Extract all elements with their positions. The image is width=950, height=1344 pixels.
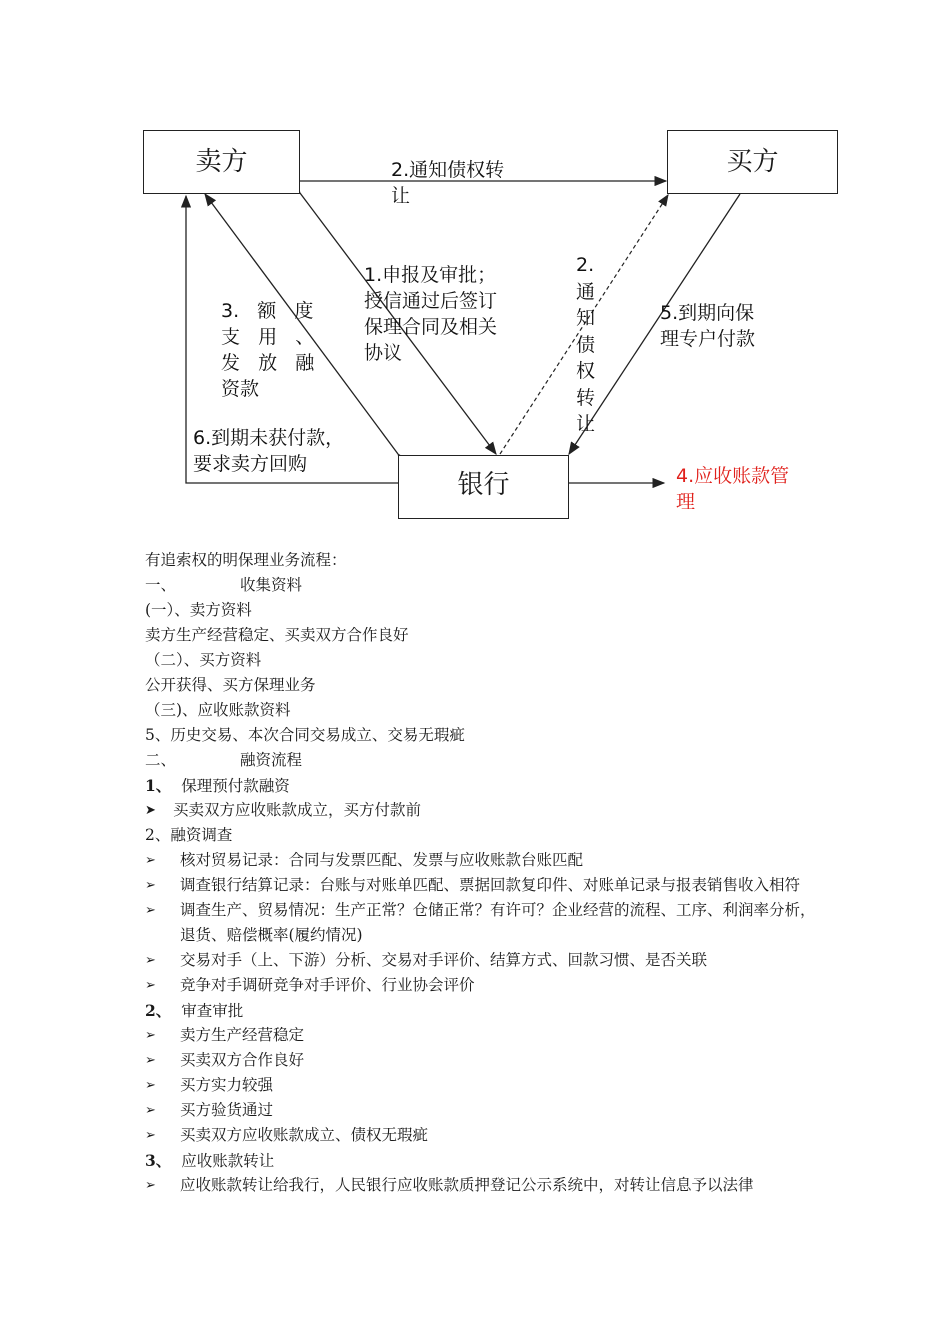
- arrow-bullet-icon: ➢: [145, 1178, 156, 1193]
- bullet-text: 调查生产、贸易情况：生产正常？仓储正常？有许可？企业经营的流程、工序、利润率分析，退货、赔偿概率(履约情况): [180, 901, 816, 944]
- edge-label-apply: 1.申报及审批； 授信通过后签订 保理合同及相关 协议: [364, 264, 498, 364]
- paragraph: 5、历史交易、本次合同交易成立、交易无瑕疵: [145, 726, 465, 744]
- bullet-text: 竞争对手调研竞争对手评价、行业协会评价: [180, 976, 475, 994]
- arrow-bullet-icon: ➢: [145, 903, 156, 918]
- paragraph: 公开获得、买方保理业务: [145, 676, 316, 694]
- paragraph: 卖方生产经营稳定、买卖双方合作良好: [145, 626, 409, 644]
- bank-label: 银行: [457, 470, 510, 500]
- bullet-item: [145, 1073, 825, 1098]
- step-number: 2、: [145, 1001, 172, 1020]
- step-heading: [145, 1148, 825, 1173]
- edge-label-receivable: 4.应收账款管 理: [676, 465, 790, 513]
- arrow-bullet-icon: ➢: [145, 878, 156, 893]
- bullet-text: 买方实力较强: [180, 1076, 274, 1094]
- edge-label-notify-top: 2.通知债权转 让: [391, 159, 505, 207]
- subsection-buyer: （二）、买方资料: [145, 651, 262, 669]
- seller-label: 卖方: [195, 147, 248, 177]
- arrow-bullet-icon: ➢: [145, 1103, 156, 1118]
- bullet-item: [145, 898, 825, 948]
- step-heading: 2、融资调查: [145, 826, 233, 844]
- arrow-bullet-icon: ➢: [145, 1053, 156, 1068]
- section-number: 一、: [145, 576, 177, 594]
- section-number: 二、: [145, 751, 177, 769]
- bullet-text: 买卖双方应收账款成立、债权无瑕疵: [180, 1126, 429, 1144]
- buyer-box: [667, 130, 838, 194]
- arrow-bullet-icon: ➢: [145, 953, 156, 968]
- step-title: 保理预付款融资: [181, 777, 290, 795]
- edge-label-notify-vertical: 2. 通 知 债 权 转 让: [576, 254, 596, 435]
- step-title: 审查审批: [181, 1002, 244, 1020]
- section-financing: [145, 748, 825, 773]
- arrow-bullet-icon: ➢: [145, 1028, 156, 1043]
- arrow-bullet-icon: ➢: [145, 1128, 156, 1143]
- bullet-item: [145, 1173, 825, 1198]
- doc-title: 有追索权的明保理业务流程：: [145, 551, 347, 569]
- edge-label-credit: 3. 额 度 支 用 、 发 放 融 资款: [221, 300, 315, 400]
- process-document: [145, 548, 825, 1198]
- bullet-item: [145, 1123, 825, 1148]
- bullet-text: 买方验货通过: [180, 1101, 274, 1119]
- bullet-item: [145, 948, 825, 973]
- bullet-text: 调查银行结算记录：台账与对账单匹配、票据回款复印件、对账单记录与报表销售收入相符: [180, 876, 801, 894]
- subsection-receivable: （三)、应收账款资料: [145, 701, 291, 719]
- step-heading: [145, 998, 825, 1023]
- section-title: 收集资料: [240, 576, 303, 594]
- buyer-label: 买方: [726, 147, 779, 177]
- bullet-text: 核对贸易记录：合同与发票匹配、发票与应收账款台账匹配: [180, 851, 584, 869]
- bullet-item: [145, 973, 825, 998]
- step-number: 1、: [145, 776, 172, 795]
- arrow-bullet-icon: ➢: [145, 1078, 156, 1093]
- factoring-flow-diagram: [0, 0, 950, 530]
- bullet-item: [145, 1048, 825, 1073]
- bullet-item: [145, 848, 825, 873]
- section-collect: [145, 573, 825, 598]
- edge-label-pay: 5.到期向保 理专户付款: [660, 302, 756, 350]
- bullet-text: 卖方生产经营稳定: [180, 1026, 305, 1044]
- bullet-item: [145, 1023, 825, 1048]
- step-title: 应收账款转让: [181, 1152, 275, 1170]
- bank-box: [398, 455, 569, 519]
- bullet-item: [145, 873, 825, 898]
- bullet-item: [145, 798, 825, 823]
- step-number: 3、: [145, 1151, 172, 1170]
- bullet-text: 买卖双方应收账款成立，买方付款前: [173, 801, 422, 819]
- subsection-seller: (一）、卖方资料: [145, 601, 252, 619]
- bullet-item: [145, 1098, 825, 1123]
- bullet-text: 应收账款转让给我行，人民银行应收账款质押登记公示系统中，对转让信息予以法律: [180, 1176, 754, 1194]
- seller-box: [143, 130, 300, 194]
- arrow-bullet-icon: ➤: [145, 803, 156, 818]
- bullet-text: 买卖双方合作良好: [180, 1051, 305, 1069]
- step-heading: [145, 773, 825, 798]
- bullet-text: 交易对手（上、下游）分析、交易对手评价、结算方式、回款习惯、是否关联: [180, 951, 708, 969]
- arrow-bullet-icon: ➢: [145, 853, 156, 868]
- edge-label-buyback: 6.到期未获付款， 要求卖方回购: [193, 427, 345, 475]
- section-title: 融资流程: [240, 751, 303, 769]
- arrow-bullet-icon: ➢: [145, 978, 156, 993]
